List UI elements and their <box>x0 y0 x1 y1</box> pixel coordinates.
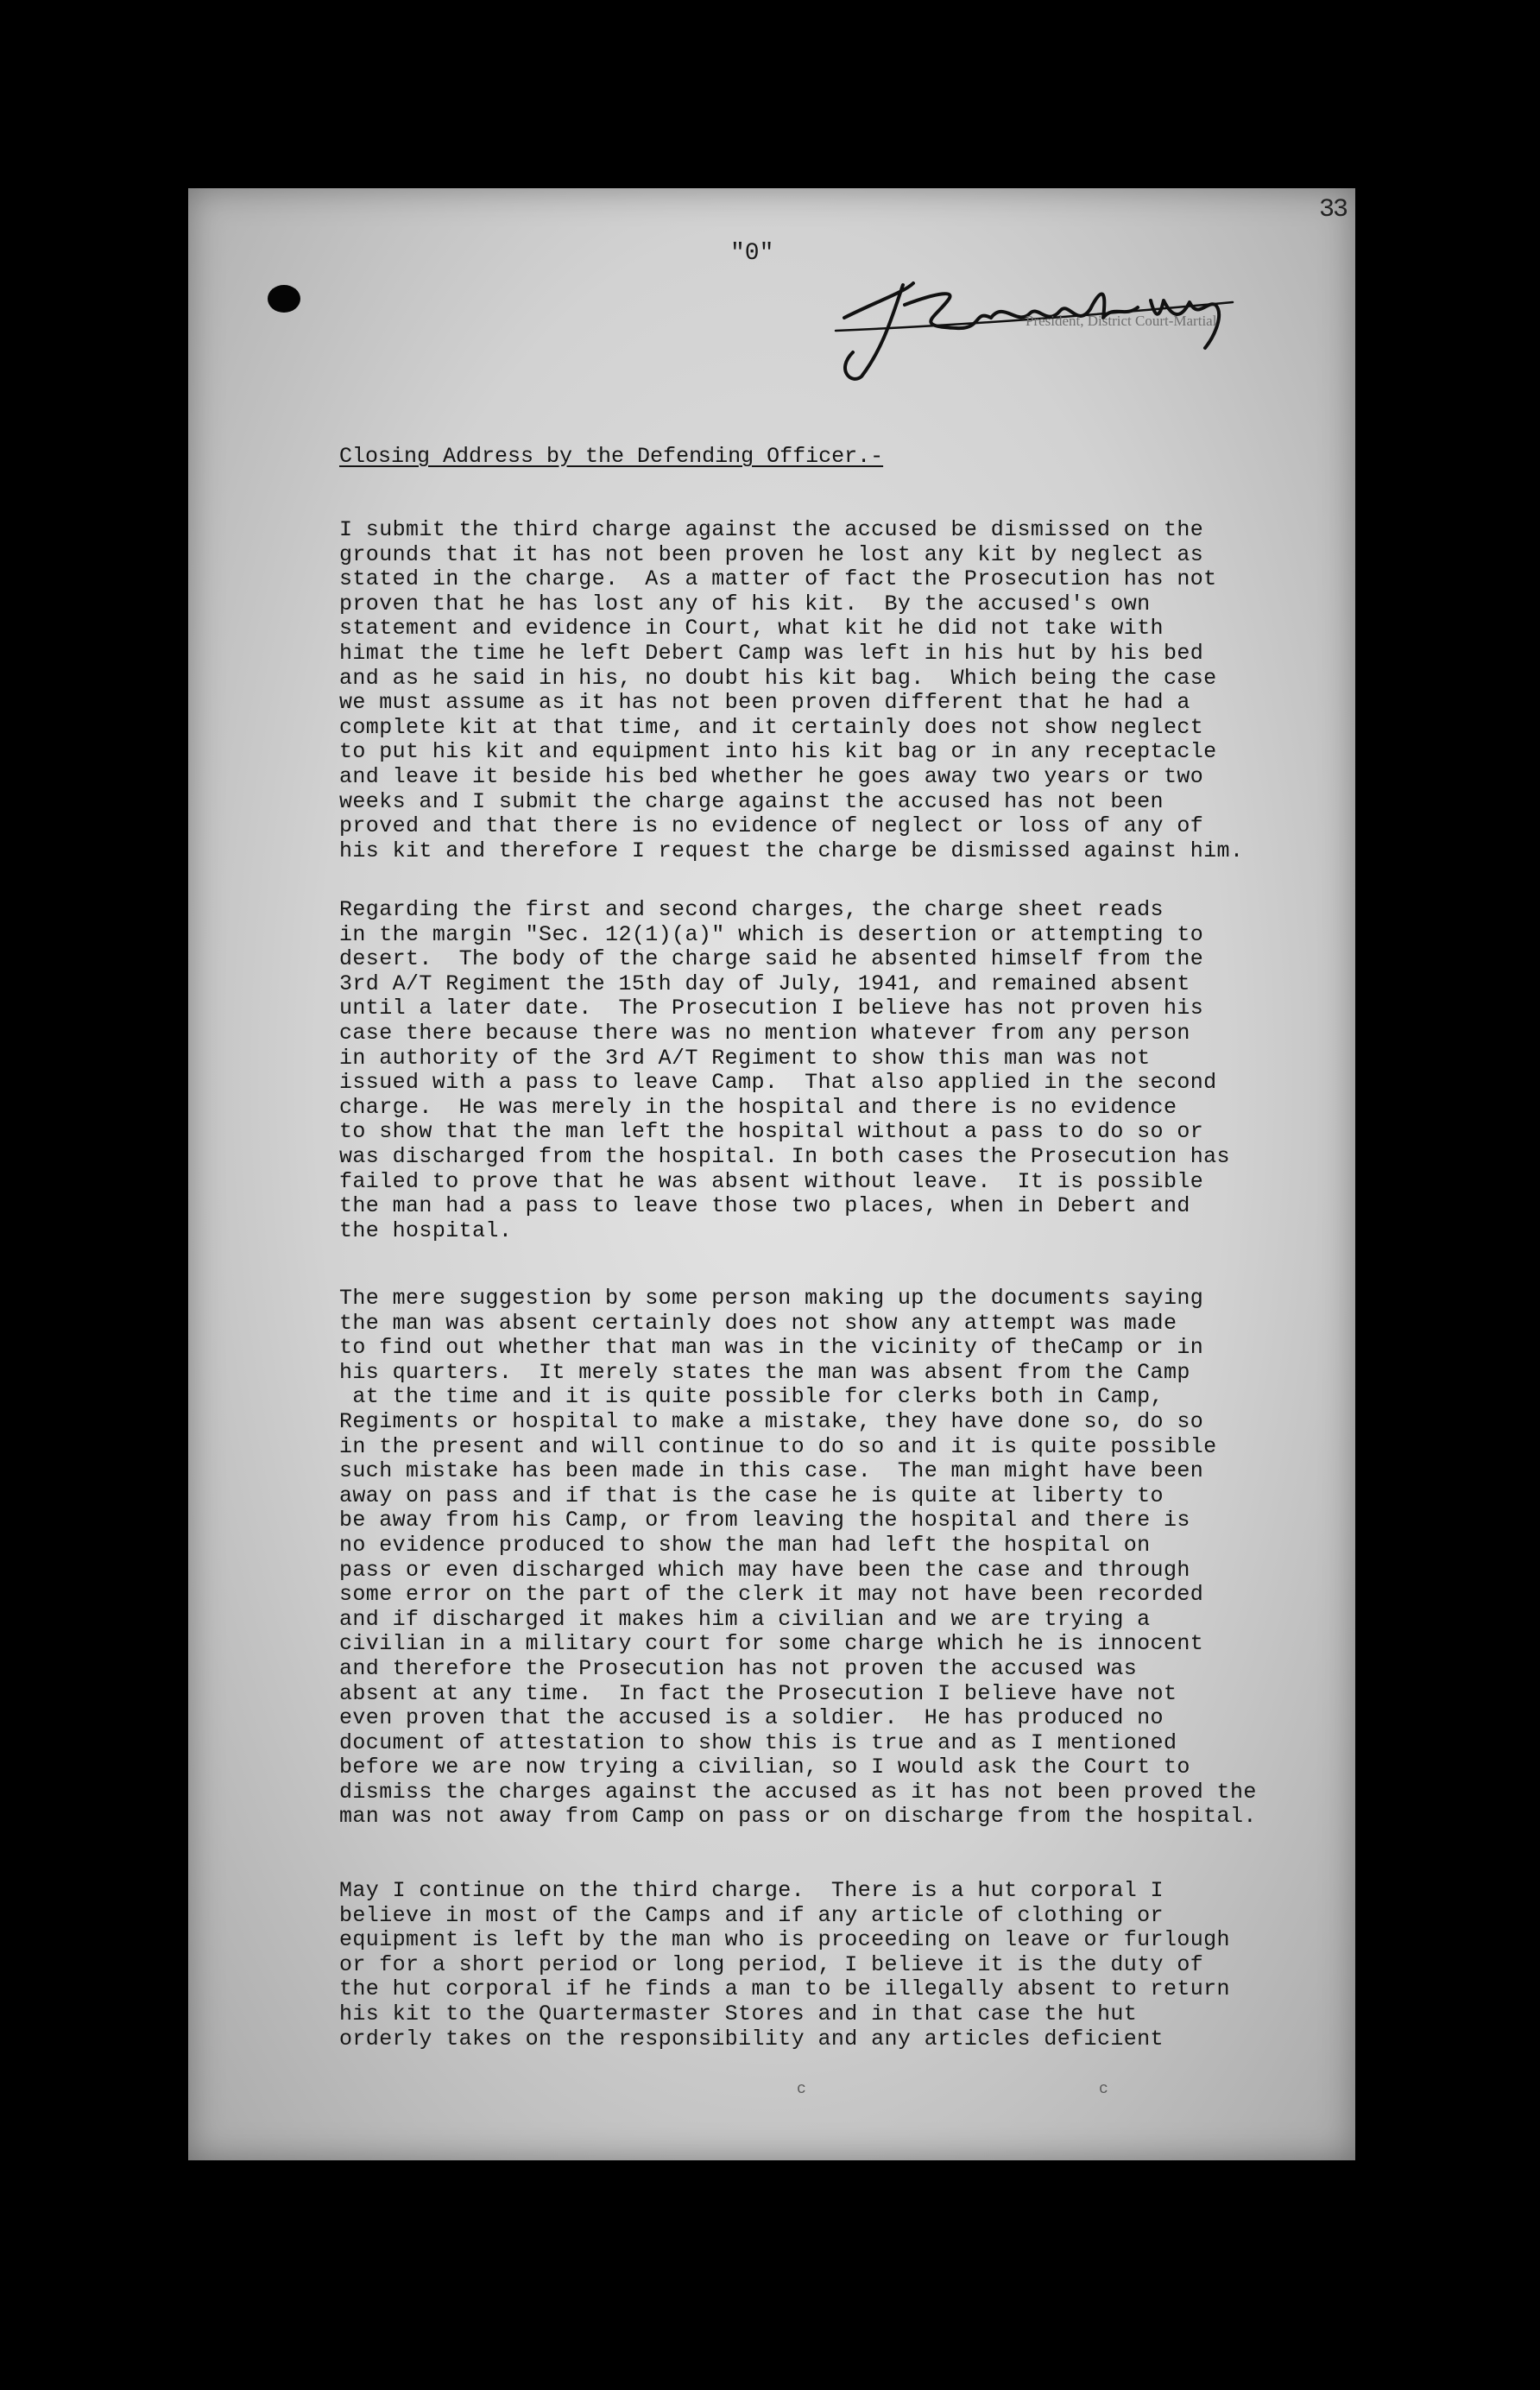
signature-block <box>810 266 1259 387</box>
annex-letter: "0" <box>730 240 774 267</box>
paragraph-first-second-charges: Regarding the first and second charges, the charge sheet reads in the margin "Sec. 12(1)(a)" which is desertion or attempting to desert. The body of the charge said he absented himself from the 3rd A/T Regiment the 15th day of July, 1941, and remained absent until a later date. The Prosecution I believe has not proven his case there because there was no mention whatever from any person in authority of the 3rd A/T Regiment to show this man was not issued with a pass to leave Camp. That also applied in the second charge. He was merely in the hospital and there is no evidence to show that the man left the hospital without a pass to do so or was discharged from the hospital. In both cases the Prosecution has failed to prove that he was absent without leave. It is possible the man had a pass to leave those two places, when in Debert and the hospital. <box>339 897 1230 1243</box>
paragraph-third-charge: I submit the third charge against the accused be dismissed on the grounds that it has not been proven he lost any kit by neglect as stated in the charge. As a matter of fact the Prosecution has not proven that he has lost any of his kit. By the accused's own statement and evidence in Court, what kit he did not take with himat the time he left Debert Camp was left in his hut by his bed and as he said in his, no doubt his kit bag. Which being the case we must assume as it has not been proven different that he had a complete kit at that time, and it certainly does not show neglect to put his kit and equipment into his kit bag or in any receptacle and leave it beside his bed whether he goes away two years or two weeks and I submit the charge against the accused has not been proved and that there is no evidence of neglect or loss of any of his kit and therefore I request the charge be dismissed against him. <box>339 517 1244 863</box>
paragraph-continue-third-charge: May I continue on the third charge. There is a hut corporal I believe in most of the Camps and if any article of clothing or equipment is left by the man who is proceeding on leave or furlough or for a short period or long period, I believe it is the duty of the hut corporal if he finds a man to be illegally absent to return his kit to the Quartermaster Stores and in that case the hut orderly takes on the responsibility and any articles deficient <box>339 1878 1230 2052</box>
footer-mark: c <box>797 2081 806 2098</box>
page-number: 33 <box>1318 195 1347 224</box>
punch-hole-mark <box>268 285 300 313</box>
document-page <box>188 188 1355 2160</box>
footer-mark: c <box>1099 2081 1108 2098</box>
paragraph-mere-suggestion: The mere suggestion by some person making up the documents saying the man was absent certainly does not show any attempt was made to find out whether that man was in the vicinity of theCamp or in his quarters. It merely states the man was absent from the Camp at the time and it is quite possible for clerks both in Camp, Regiments or hospital to make a mistake, they have done so, do so in the present and will continue to do so and it is quite possible such mistake has been made in this case. The man might have been away on pass and if that is the case he is quite at liberty to be away from his Camp, or from leaving the hospital and there is no evidence produced to show the man had left the hospital on pass or even discharged which may have been the case and through some error on the part of the clerk it may not have been recorded and if discharged it makes him a civilian and we are trying a civilian in a military court for some charge which he is innocent and therefore the Prosecution has not proven the accused was absent at any time. In fact the Prosecution I believe have not even proven that the accused is a soldier. He has produced no document of attestation to show this is true and as I mentioned before we are now trying a civilian, so I would ask the Court to dismiss the charges against the accused as it has not been proved the man was not away from Camp on pass or on discharge from the hospital. <box>339 1286 1257 1830</box>
document-heading: Closing Address by the Defending Officer.- <box>339 444 884 469</box>
president-stamp: President, District Court-Martial <box>1026 313 1217 329</box>
